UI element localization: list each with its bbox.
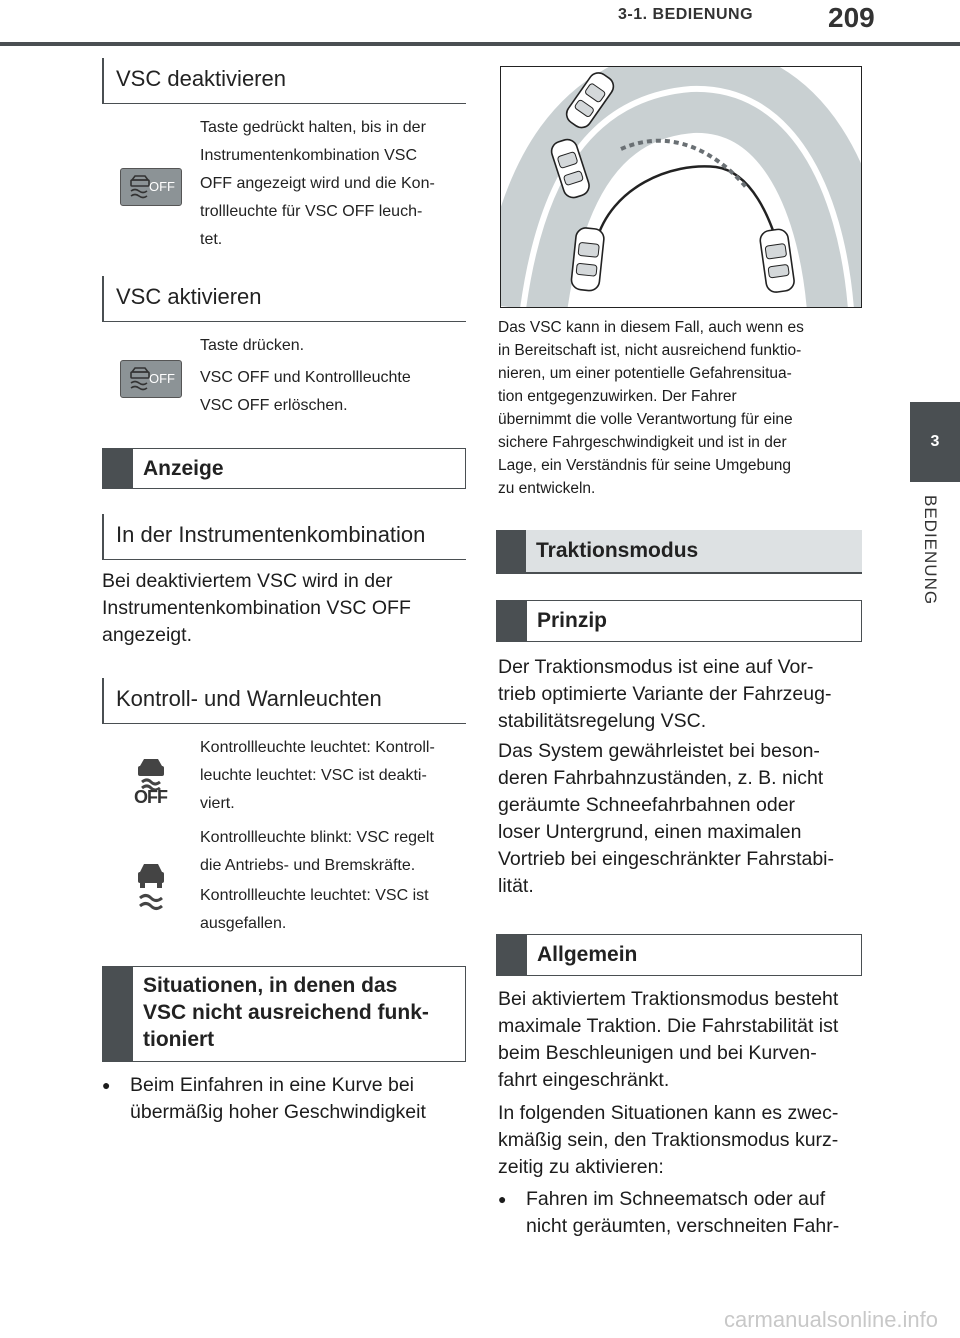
instrument-cluster-text: Bei deaktiviertem VSC wird in der Instrumentenkombination VSC OFF angezeigt. <box>102 570 411 646</box>
vsc-off-instructions: Taste gedrückt halten, bis in der Instrumentenkombination VSC OFF angezeigt wird und die Kon- trollleuchte für VSC OFF leuch- tet. <box>200 119 435 248</box>
button-off-label: OFF <box>149 371 175 386</box>
lights-heading: Kontroll- und Warnleuchten <box>102 678 466 724</box>
vsc-on-step2: VSC OFF und Kontrollleuchte VSC OFF erlöschen. <box>200 369 411 414</box>
vsc-off-heading: VSC deaktivieren <box>102 58 466 104</box>
vsc-on-button-icon <box>120 360 182 398</box>
vsc-warning-light-icon <box>128 860 174 914</box>
chapter-tab[interactable]: 3 <box>910 402 960 482</box>
traktionsmodus-heading: Traktionsmodus <box>496 530 862 574</box>
skid-car-icon <box>128 860 174 914</box>
allgemein-paragraph1: Bei aktiviertem Traktionsmodus besteht maximale Traktion. Die Fahrstabilität ist beim Beschleunigen und bei Kurven- fahrt eingeschränkt. <box>498 988 839 1091</box>
vsc-off-button-icon <box>120 168 182 206</box>
header-rule <box>0 42 960 46</box>
section-title: 3-1. BEDIENUNG <box>618 6 754 23</box>
prinzip-heading: Prinzip <box>496 600 862 642</box>
chapter-label: BEDIENUNG <box>921 495 940 606</box>
vsc-on-heading: VSC aktivieren <box>102 276 466 322</box>
watermark: carmanualsonline.info <box>724 1307 939 1332</box>
light2-text1: Kontrollleuchte blinkt: VSC regelt die Antriebs- und Bremskräfte. <box>200 829 434 874</box>
light1-text: Kontrollleuchte leuchtet: Kontroll- leuchte leuchtet: VSC ist deakti- viert. <box>200 739 435 812</box>
allgemein-heading: Allgemein <box>496 934 862 976</box>
anzeige-heading: Anzeige <box>102 448 466 489</box>
button-off-label: OFF <box>149 179 175 194</box>
skid-car-icon <box>128 756 174 790</box>
situations-heading: Situationen, in denen das VSC nicht ausreichend funk- tioniert <box>102 966 466 1062</box>
situations-bullet: ● Beim Einfahren in eine Kurve bei übermäßig hoher Geschwindigkeit <box>102 1072 466 1126</box>
instrument-cluster-heading: In der Instrumentenkombination <box>102 514 466 560</box>
light2-text2: Kontrollleuchte leuchtet: VSC ist ausgefallen. <box>200 887 429 932</box>
illustration-caption: Das VSC kann in diesem Fall, auch wenn es in Bereitschaft ist, nicht ausreichend funktio- nieren, um einer potentielle Gefahrensitua- tion entgegenzuwirken. Der Fahrer übernimmt die volle Verantwortung für eine sichere Fahrgeschwindigkeit und ist in der Lage, ein Verständnis für seine Umgebung zu entwickeln. <box>498 319 804 497</box>
page-number: 209 <box>828 2 875 33</box>
bullet-icon: ● <box>498 1191 507 1207</box>
allgemein-paragraph2: In folgenden Situationen kann es zwec- kmäßig sein, den Traktionsmodus kurz- zeitig zu aktivieren: <box>498 1102 839 1178</box>
car-icon <box>759 228 795 293</box>
allgemein-bullet: ● Fahren im Schneematsch oder auf nicht geräumten, verschneiten Fahr- <box>498 1186 868 1240</box>
vsc-on-step1: Taste drücken. <box>200 337 305 354</box>
prinzip-paragraph2: Das System gewährleistet bei beson- deren Fahrbahnzuständen, z. B. nicht geräumte Schneefahrbahnen oder loser Untergrund, einen maximalen Vortrieb bei eingeschränkter Fahrstabi- lität. <box>498 740 835 897</box>
light-off-label: OFF <box>134 787 167 807</box>
bullet-icon: ● <box>102 1077 111 1093</box>
prinzip-paragraph1: Der Traktionsmodus ist eine auf Vor- trieb optimierte Variante der Fahrzeug- stabilitätsregelung VSC. <box>498 656 832 732</box>
vsc-off-warning-light-icon <box>128 756 174 812</box>
car-icon <box>571 227 605 292</box>
curve-illustration <box>500 66 862 308</box>
